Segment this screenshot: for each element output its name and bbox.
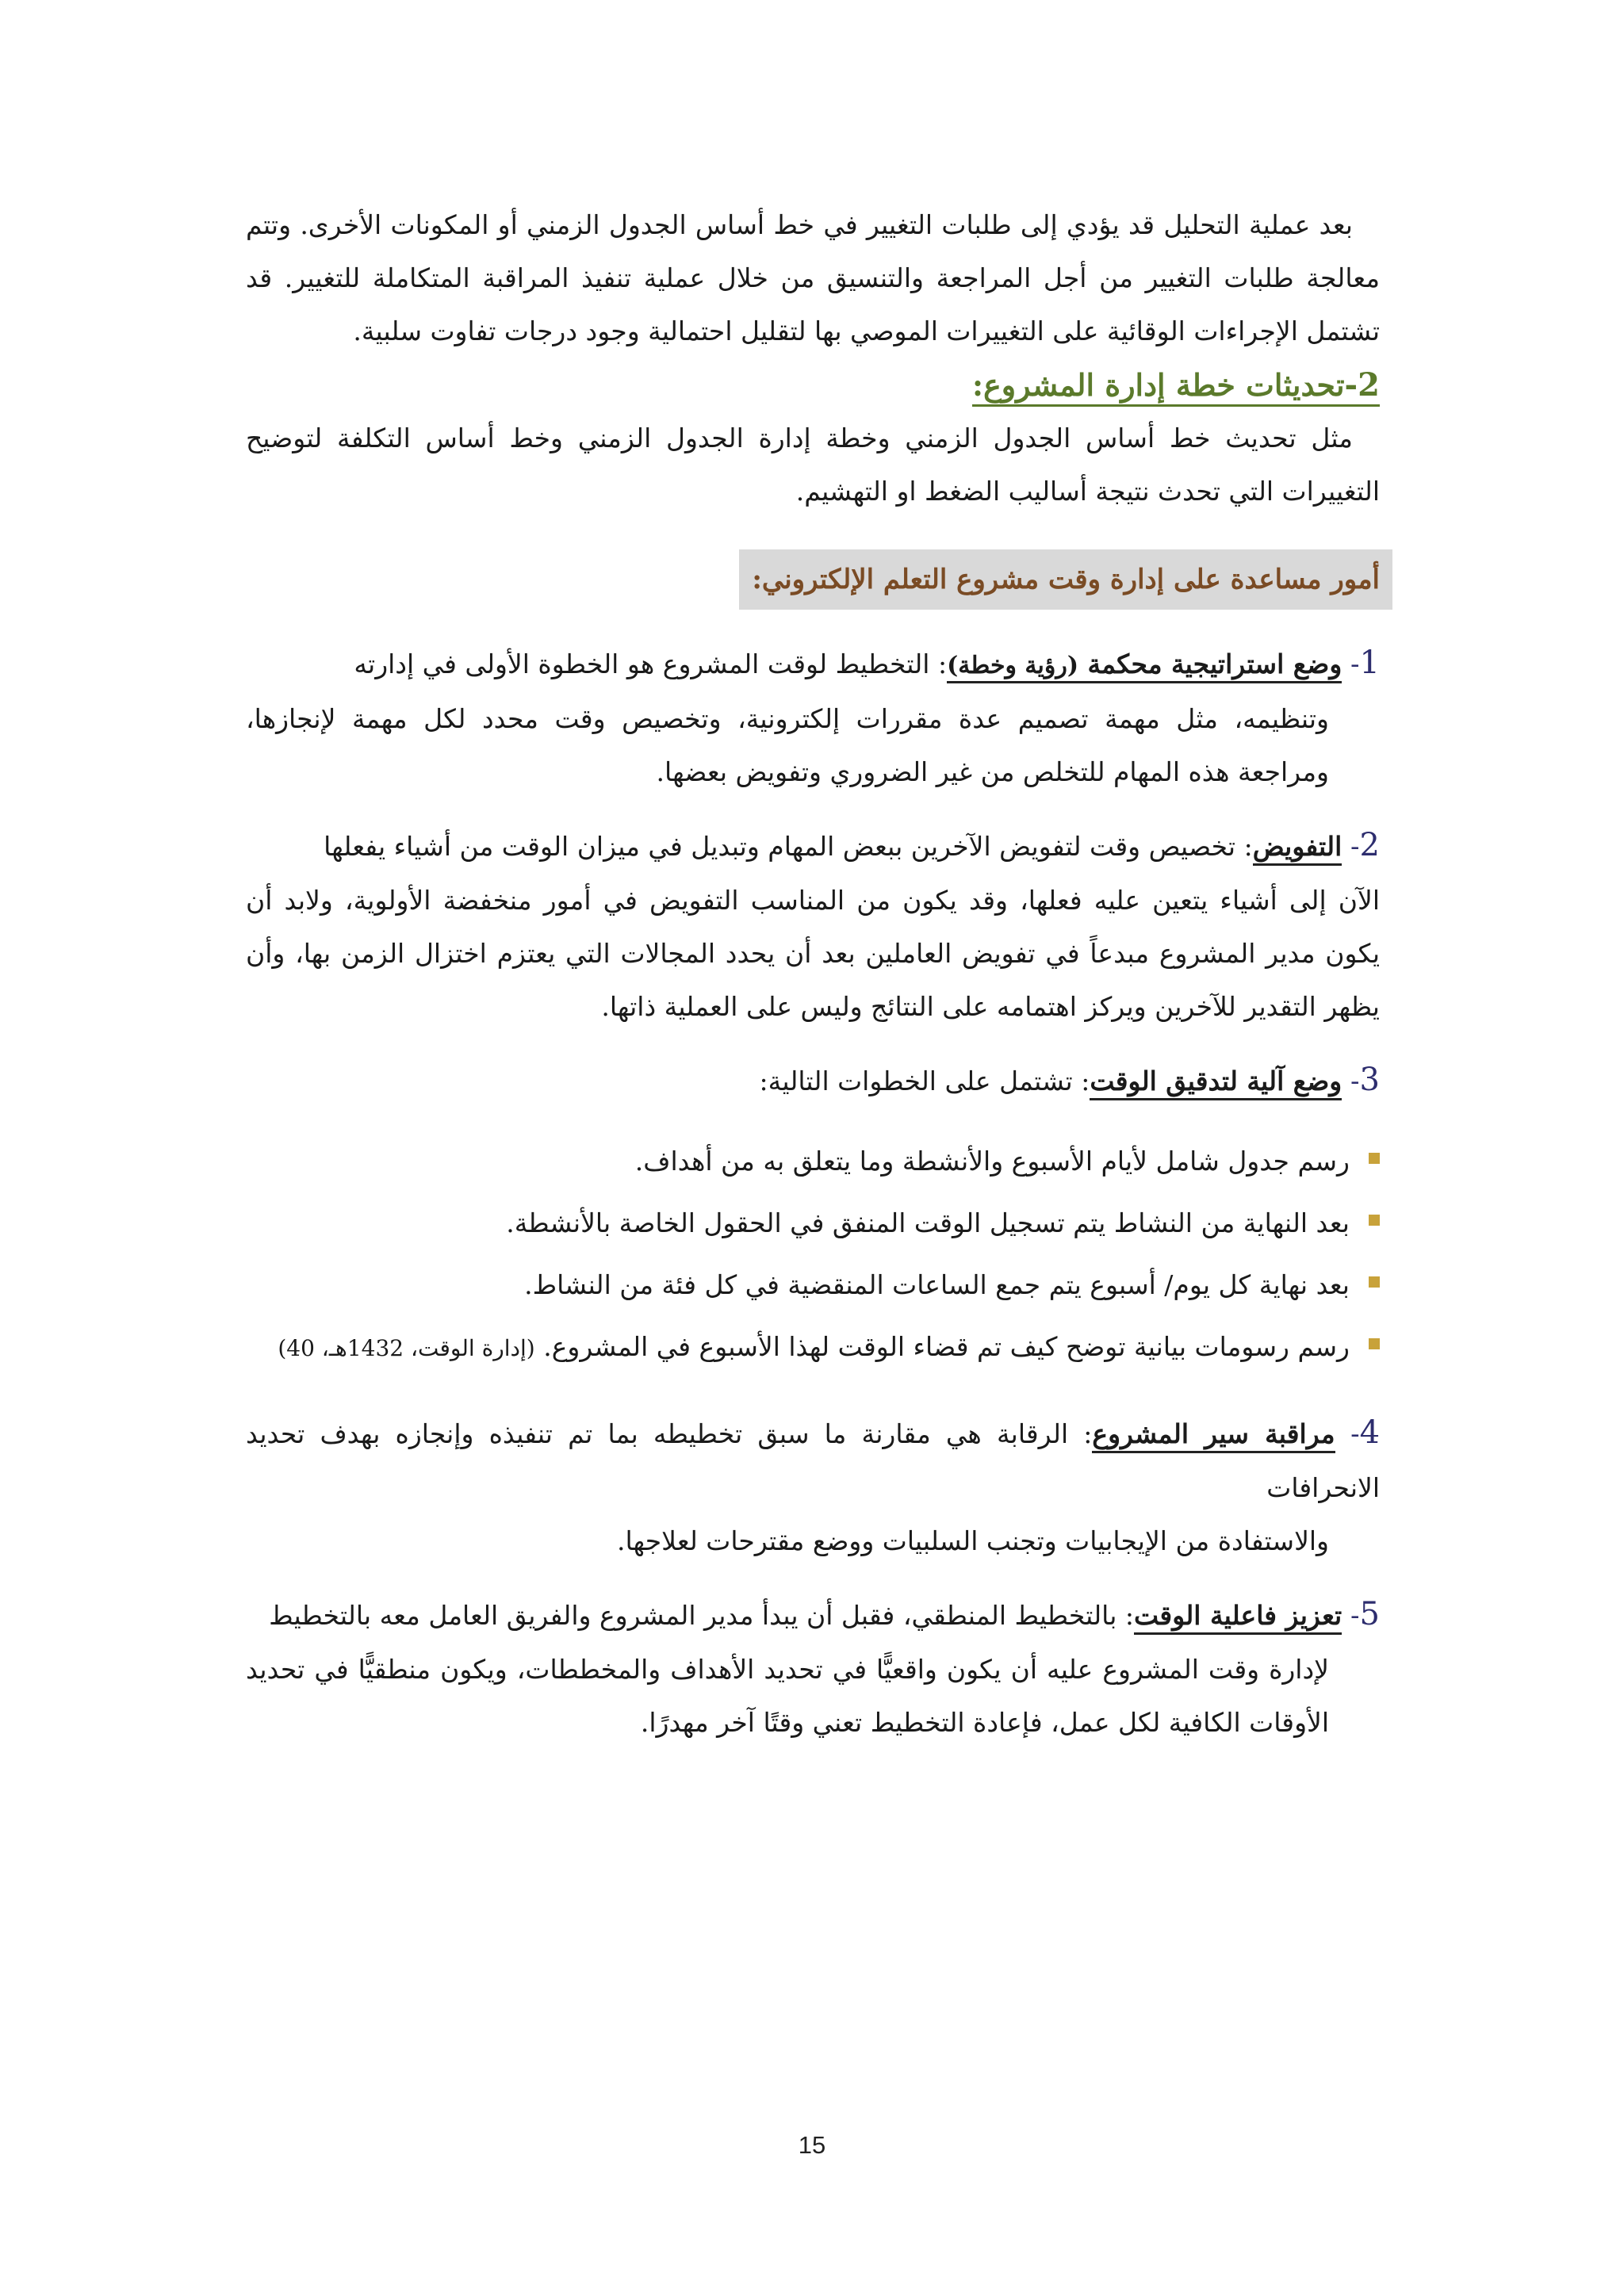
item-colon: :	[1083, 1418, 1093, 1449]
page-number: 15	[798, 2131, 826, 2159]
item-body: وتنظيمه، مثل مهمة تصميم عدة مقررات إلكترونية، وتخصيص وقت محدد لكل مهمة لإنجازها، ومراجعة هذه المهام للتخلص من غير الضروري وتفويض بعضها.	[246, 703, 1329, 787]
item-term: التفويض	[1253, 831, 1342, 866]
item-body: الآن إلى أشياء يتعين عليه فعلها، وقد يكون من المناسب التفويض في أمور منخفضة الأولوية، ولابد أن يكون مدير المشروع مبدعاً في تفويض العاملين بعد أن يحدد المجالات التي يعتزم اختزال الزمن بها، وأن يظهر التقدير للآخرين ويركز اهتمامه على النتائج وليس على العملية ذاتها.	[246, 885, 1380, 1022]
citation: (إدارة الوقت، 1432هـ، 40)	[278, 1335, 535, 1361]
item-body: لإدارة وقت المشروع عليه أن يكون واقعيًّا في تحديد الأهداف والمخططات، ويكون منطقيًّا في تحديد الأوقات الكافية لكل عمل، فإعادة التخطيط تعني وقتًا آخر مهدرًا.	[246, 1654, 1329, 1738]
item-term: وضع استراتيجية محكمة	[1087, 649, 1342, 679]
item-number: 4	[1359, 1414, 1381, 1451]
item-first-line: تخصيص وقت لتفويض الآخرين ببعض المهام وتبديل في ميزان الوقت من أشياء يفعلها	[324, 831, 1244, 862]
document-page	[246, 198, 1380, 1770]
item-first-line: بالتخطيط المنطقي، فقبل أن يبدأ مدير المشروع والفريق العامل معه بالتخطيط	[269, 1600, 1125, 1631]
item-number: 3	[1359, 1062, 1380, 1098]
item-term: مراقبة سير المشروع	[1092, 1418, 1335, 1453]
subsection-title: تحديثات خطة إدارة المشروع:	[972, 367, 1345, 403]
section-heading: أمور مساعدة على إدارة وقت مشروع التعلم الإلكتروني:	[739, 549, 1392, 610]
item-term: تعزيز فاعلية الوقت	[1134, 1600, 1342, 1635]
numbered-item-1: 1- وضع استراتيجية محكمة (رؤية وخطة): التخطيط لوقت المشروع هو الخطوة الأولى في إدارته وتنظيمه، مثل مهمة تصميم عدة مقررات إلكترونية، وتخصيص وقت محدد لكل مهمة لإنجازها، ومراجعة هذه المهام للتخلص من غير الضروري وتفويض بعضها.	[246, 637, 1380, 798]
item-colon: :	[1081, 1066, 1090, 1096]
numbered-item-2: 2- التفويض: تخصيص وقت لتفويض الآخرين ببعض المهام وتبديل في ميزان الوقت من أشياء يفعلها الآن إلى أشياء يتعين عليه فعلها، وقد يكون من المناسب التفويض في أمور منخفضة الأولوية، ولابد أن يكون مدير المشروع مبدعاً في تفويض العاملين بعد أن يحدد المجالات التي يعتزم اختزال الزمن بها، وأن يظهر التقدير للآخرين ويركز اهتمامه على النتائج وليس على العملية ذاتها.	[246, 819, 1380, 1033]
numbered-item-3: 3- وضع آلية لتدقيق الوقت: تشتمل على الخطوات التالية:	[246, 1054, 1380, 1108]
item-term-note: (رؤية وخطة)	[947, 652, 1079, 679]
item-number: 5	[1359, 1596, 1380, 1632]
item-colon: :	[1243, 831, 1253, 862]
intro-paragraph: بعد عملية التحليل قد يؤدي إلى طلبات التغيير في خط أساس الجدول الزمني أو المكونات الأخرى. وتتم معالجة طلبات التغيير من أجل المراجعة والتنسيق من خلال عملية تنفيذ المراقبة المتكاملة للتغيير. قد تشتمل الإجراءات الوقائية على التغييرات الموصي بها لتقليل احتمالية وجود درجات تفاوت سلبية.	[246, 209, 1380, 346]
bullet-item: رسم رسومات بيانية توضح كيف تم قضاء الوقت لهذا الأسبوع في المشروع. (إدارة الوقت، 1432هـ، 40)	[246, 1316, 1380, 1380]
numbered-item-4: 4- مراقبة سير المشروع: الرقابة هي مقارنة ما سبق تخطيطه بما تم تنفيذه وإنجازه بهدف تحديد الانحرافات والاستفادة من الإيجابيات وتجنب السلبيات ووضع مقترحات لعلاجها.	[246, 1406, 1380, 1567]
item-body: والاستفادة من الإيجابيات وتجنب السلبيات ووضع مقترحات لعلاجها.	[616, 1525, 1329, 1556]
item-colon: :	[1124, 1600, 1135, 1631]
bullet-item: رسم جدول شامل لأيام الأسبوع والأنشطة وما يتعلق به من أهداف.	[246, 1131, 1380, 1192]
square-bullet-icon	[1369, 1153, 1380, 1164]
square-bullet-icon	[1369, 1338, 1380, 1349]
item-number: 1	[1359, 645, 1380, 681]
item-colon: :	[937, 649, 948, 679]
subsection-paragraph: مثل تحديث خط أساس الجدول الزمني وخطة إدارة الجدول الزمني وخط أساس التكلفة لتوضيح التغييرات التي تحدث نتيجة أساليب الضغط او التهشيم.	[246, 423, 1380, 507]
bullet-item: بعد النهاية من النشاط يتم تسجيل الوقت المنفق في الحقول الخاصة بالأنشطة.	[246, 1192, 1380, 1254]
subsection-heading	[246, 362, 1380, 408]
bullet-list	[246, 1131, 1380, 1380]
item-first-line: الرقابة هي مقارنة ما سبق تخطيطه بما تم تنفيذه وإنجازه بهدف تحديد الانحرافات	[246, 1418, 1380, 1503]
subsection-number: 2-	[1344, 366, 1380, 404]
square-bullet-icon	[1369, 1215, 1380, 1226]
square-bullet-icon	[1369, 1276, 1380, 1288]
item-first-line: تشتمل على الخطوات التالية:	[759, 1066, 1082, 1096]
item-term: وضع آلية لتدقيق الوقت	[1090, 1066, 1342, 1100]
item-number: 2	[1359, 827, 1380, 863]
item-first-line: التخطيط لوقت المشروع هو الخطوة الأولى في إدارته	[354, 649, 938, 679]
bullet-item: بعد نهاية كل يوم/ أسبوع يتم جمع الساعات المنقضية في كل فئة من النشاط.	[246, 1254, 1380, 1316]
numbered-item-5: 5- تعزيز فاعلية الوقت: بالتخطيط المنطقي، فقبل أن يبدأ مدير المشروع والفريق العامل معه بالتخطيط لإدارة وقت المشروع عليه أن يكون واقعيًّا في تحديد الأهداف والمخططات، ويكون منطقيًّا في تحديد الأوقات الكافية لكل عمل، فإعادة التخطيط تعني وقتًا آخر مهدرًا.	[246, 1588, 1380, 1749]
